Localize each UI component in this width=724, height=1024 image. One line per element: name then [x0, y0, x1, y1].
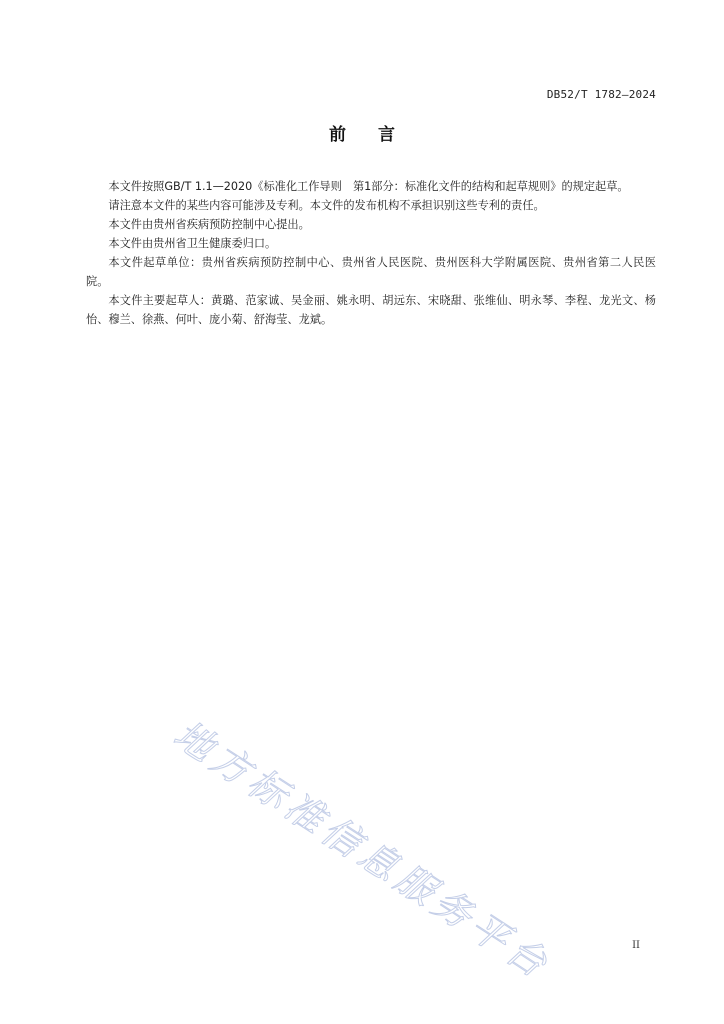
paragraph-administrator: 本文件由贵州省卫生健康委归口。 — [108, 237, 277, 250]
paragraph-drafting-units: 本文件起草单位：贵州省疾病预防控制中心、贵州省人民医院、贵州医科大学附属医院、贵州省第二人民医院。 — [86, 256, 656, 288]
document-code: DB52/T 1782—2024 — [546, 88, 656, 101]
paragraph-drafting-rules: 本文件按照GB/T 1.1—2020《标准化工作导则 第1部分：标准化文件的结构和起草规则》的规定起草。 — [108, 180, 629, 193]
foreword-body — [86, 177, 656, 329]
page-number: II — [632, 940, 640, 951]
paragraph-patent-notice: 请注意本文件的某些内容可能涉及专利。本文件的发布机构不承担识别这些专利的责任。 — [108, 199, 545, 212]
watermark: 地方标准信息服务平台 — [166, 711, 560, 989]
paragraph-proposer: 本文件由贵州省疾病预防控制中心提出。 — [108, 218, 310, 231]
paragraph-drafters: 本文件主要起草人：黄璐、范家诚、吴金丽、姚永明、胡远东、宋晓甜、张维仙、明永琴、李程、龙光文、杨怡、穆兰、徐燕、何叶、庞小菊、舒海莹、龙斌。 — [86, 294, 656, 326]
page-title: 前言 — [329, 125, 427, 145]
